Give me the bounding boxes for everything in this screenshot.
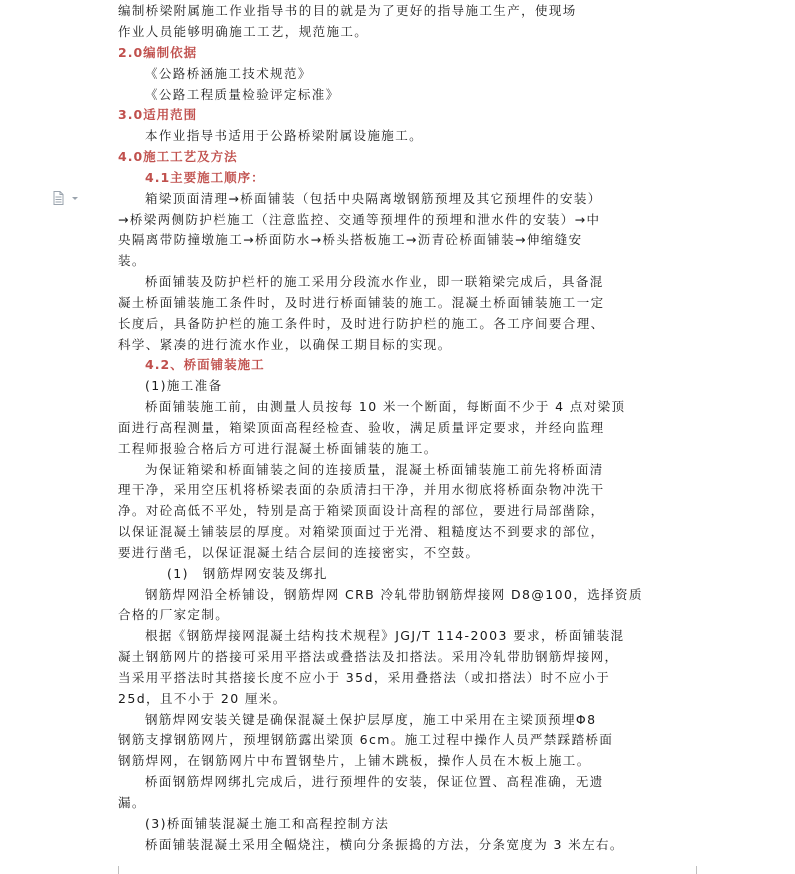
body-text-line: 凝土桥面铺装施工条件时，及时进行桥面铺装的施工。混凝土桥面铺装施工一定 [118,295,605,310]
body-text-line: 央隔离带防撞墩施工→桥面防水→桥头搭板施工→沥青砼桥面铺装→伸缩缝安 [118,232,583,247]
margin-corner-mark [696,866,697,874]
body-text-line: 25d，且不小于 20 厘米。 [118,691,287,706]
section-heading-4-0: 4.0施工工艺及方法 [118,149,238,164]
body-text-line: 桥面铺装施工前，由测量人员按每 10 米一个断面，每断面不少于 4 点对梁顶 [145,399,626,414]
item-heading: (3)桥面铺装混凝土施工和高程控制方法 [145,816,390,831]
body-text-line: 桥面钢筋焊网绑扎完成后，进行预埋件的安装，保证位置、高程准确，无遗 [145,774,604,789]
body-text-line: →桥梁两侧防护栏施工（注意监控、交通等预埋件的预埋和泄水件的安装）→中 [118,212,601,227]
body-text-line: 理干净，采用空压机将桥梁表面的杂质清扫干净，并用水彻底将桥面杂物冲洗干 [118,482,605,497]
body-text-line: 钢筋支撑钢筋网片，预埋钢筋露出梁顶 6cm。施工过程中操作人员严禁踩踏桥面 [118,732,614,747]
margin-corner-mark [118,866,119,874]
body-text-line: 面进行高程测量，箱梁顶面高程经检查、验收，满足质量评定要求，并经向监理 [118,420,605,435]
body-text-line: 要进行凿毛，以保证混凝土结合层间的连接密实，不空鼓。 [118,545,480,560]
body-text-line: 工程师报验合格后方可进行混凝土桥面铺装的施工。 [118,441,438,456]
body-text-line: 作业人员能够明确施工工艺，规范施工。 [118,24,369,39]
body-text-line: 钢筋焊网沿全桥铺设，钢筋焊网 CRB 冷轧带肋钢筋焊接网 D8@100，选择资质 [145,587,643,602]
body-text-line: 凝土钢筋网片的搭接可采用平搭法或叠搭法及扣搭法。采用冷轧带肋钢筋焊接网， [118,649,619,664]
item-heading: (1) 钢筋焊网安装及绑扎 [167,566,328,581]
body-text-line: 钢筋焊网安装关键是确保混凝土保护层厚度，施工中采用在主梁顶预埋Φ8 [145,712,597,727]
document-icon[interactable] [53,191,79,205]
body-text-line: 桥面铺装混凝土采用全幅烧注，横向分条振捣的方法，分条宽度为 3 米左右。 [145,837,624,852]
body-text-line: 箱梁顶面清理→桥面铺装（包括中央隔离墩钢筋预埋及其它预埋件的安装） [145,191,602,206]
body-text-line: 钢筋焊网，在钢筋网片中布置钢垫片，上铺木跳板，操作人员在木板上施工。 [118,753,591,768]
section-heading-3-0: 3.0适用范围 [118,107,198,122]
body-text-line: 科学、紧凑的进行流水作业，以确保工期目标的实现。 [118,337,452,352]
section-heading-2-0: 2.0编制依据 [118,45,198,60]
body-text-line: 根据《钢筋焊接网混凝土结构技术规程》JGJ/T 114-2003 要求，桥面铺装混 [145,628,625,643]
body-text-line: 长度后，具备防护栏的施工条件时，及时进行防护栏的施工。各工序间要合理、 [118,316,605,331]
body-text-line: 桥面铺装及防护栏杆的施工采用分段流水作业，即一联箱梁完成后，具备混 [145,274,604,289]
reference-item: 《公路桥涵施工技术规范》 [145,66,312,81]
body-text-line: 本作业指导书适用于公路桥梁附属设施施工。 [145,128,424,143]
body-text-line: 合格的厂家定制。 [118,607,230,622]
body-text-line: 漏。 [118,795,146,810]
body-text-line: 为保证箱梁和桥面铺装之间的连接质量，混凝土桥面铺装施工前先将桥面清 [145,462,604,477]
reference-item: 《公路工程质量检验评定标准》 [145,87,340,102]
dropdown-arrow-icon [72,197,78,200]
subsection-heading-4-1: 4.1主要施工顺序： [145,170,265,185]
body-text-line: 以保证混凝土铺装层的厚度。对箱梁顶面过于光滑、粗糙度达不到要求的部位， [118,524,605,539]
item-heading: (1)施工准备 [145,378,223,393]
body-text-line: 装。 [118,253,146,268]
body-text-line: 净。对砼高低不平处，特别是高于箱梁顶面设计高程的部位，要进行局部凿除， [118,503,605,518]
subsection-heading-4-2: 4.2、桥面铺装施工 [145,357,265,372]
body-text-line: 编制桥梁附属施工作业指导书的目的就是为了更好的指导施工生产，使现场 [118,3,577,18]
body-text-line: 当采用平搭法时其搭接长度不应小于 35d，采用叠搭法（或扣搭法）时不应小于 [118,670,611,685]
